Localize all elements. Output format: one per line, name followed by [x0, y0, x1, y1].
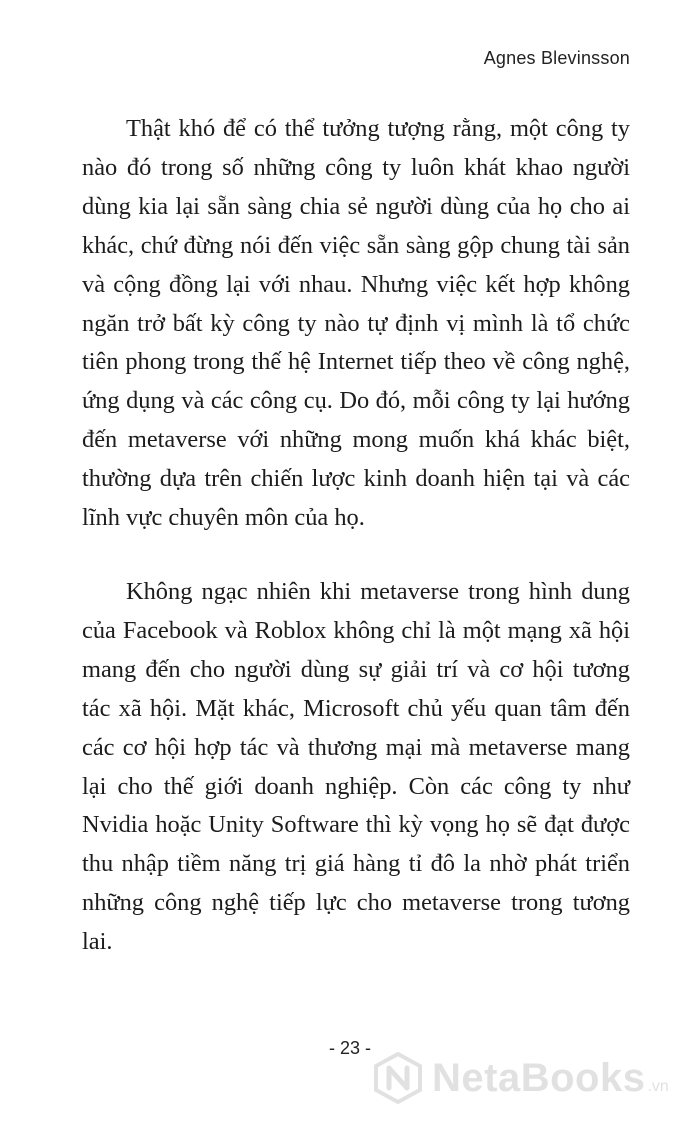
n-logo-icon: [372, 1052, 424, 1104]
running-header-author: Agnes Blevinsson: [483, 48, 630, 68]
watermark-brand: NetaBooks: [432, 1055, 646, 1100]
paragraph-2: Không ngạc nhiên khi metaverse trong hình dung của Facebook và Roblox không chỉ là một mạng xã hội mang đến cho người dùng sự giải trí và cơ hội tương tác xã hội. Mặt khác, Microsoft chủ yếu quan tâm đến các cơ hội hợp tác và thương mại mà metaverse mang lại cho thế giới doanh nghiệp. Còn các công ty như Nvidia hoặc Unity Software thì kỳ vọng họ sẽ đạt được thu nhập tiềm năng trị giá hàng tỉ đô la nhờ phát triển những công nghệ tiếp lực cho metaverse trong tương lai.: [82, 577, 630, 956]
watermark: [372, 1048, 669, 1108]
paragraph-1: Thật khó để có thể tưởng tượng rằng, một công ty nào đó trong số những công ty luôn khát khao người dùng kia lại sẵn sàng chia sẻ người dùng của họ cho ai khác, chứ đừng nói đến việc sẵn sàng gộp chung tài sản và cộng đồng lại với nhau. Nhưng việc kết hợp không ngăn trở bất kỳ công ty nào tự định vị mình là tổ chức tiên phong trong thế hệ Internet tiếp theo về công nghệ, ứng dụng và các công cụ. Do đó, mỗi công ty lại hướng đến metaverse với những mong muốn khá khác biệt, thường dựa trên chiến lược kinh doanh hiện tại và các lĩnh vực chuyên môn của họ.: [82, 115, 630, 532]
page-number: - 23 -: [328, 1038, 371, 1058]
watermark-tld: .vn: [647, 1078, 669, 1095]
body-text: [82, 110, 630, 997]
